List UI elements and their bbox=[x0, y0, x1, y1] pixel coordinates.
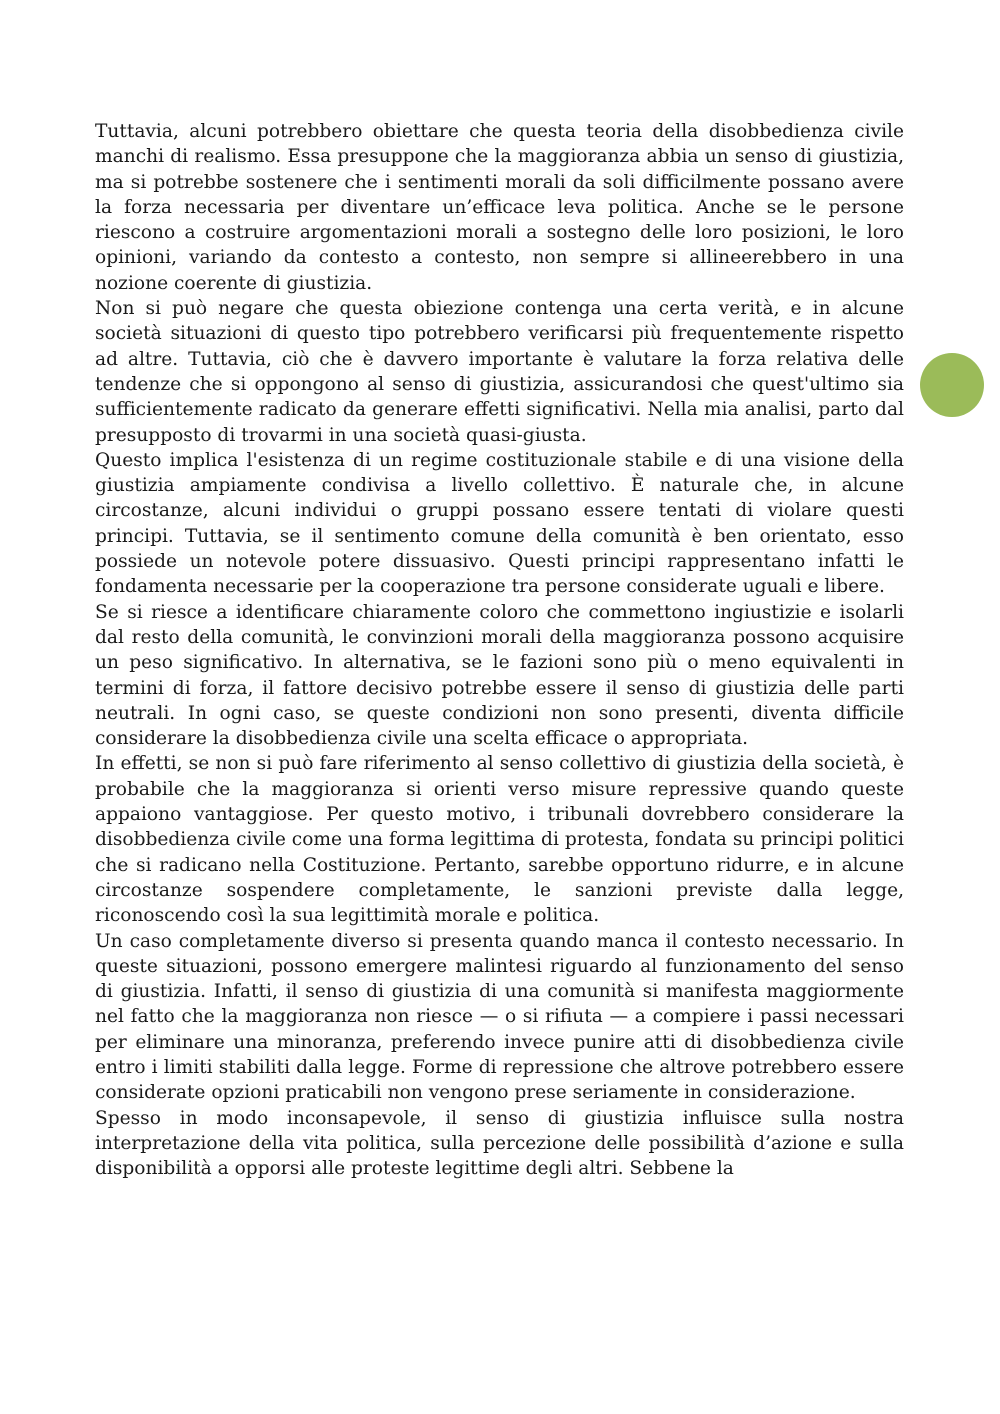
paragraph-4: Se si riesce a identificare chiaramente coloro che commettono ingiustizie e isolarli dal resto della comunità, le convinzioni morali della maggioranza possono acquisire un peso significativo. In alternativa, se le fazioni sono più o meno equivalenti in termini di forza, il fattore decisivo potrebbe essere il senso di giustizia delle parti neutrali. In ogni caso, se queste condizioni non sono presenti, diventa difficile considerare la disobbedienza civile una scelta efficace o appropriata. bbox=[95, 601, 904, 750]
paragraph-7: Spesso in modo inconsapevole, il senso di giustizia influisce sulla nostra interpretazione della vita politica, sulla percezione delle possibilità d’azione e sulla disponibilità a opporsi alle proteste legittime degli altri. Sebbene la bbox=[95, 1107, 904, 1180]
paragraph-2: Non si può negare che questa obiezione contenga una certa verità, e in alcune società situazioni di questo tipo potrebbero verificarsi più frequentemente rispetto ad altre. Tuttavia, ciò che è davvero importante è valutare la forza relativa delle tendenze che si oppongono al senso di giustizia, assicurandosi che quest'ultimo sia sufficientemente radicato da generare effetti significativi. Nella mia analisi, parto dal presupposto di trovarmi in una società quasi-giusta. bbox=[95, 298, 904, 446]
paragraph-3: Questo implica l'esistenza di un regime costituzionale stabile e di una visione della giustizia ampiamente condivisa a livello collettivo. È naturale che, in alcune circostanze, alcuni individui o gruppi possano essere tentati di violare questi principi. Tuttavia, se il sentimento comune della comunità è ben orientato, esso possiede un notevole potere dissuasivo. Questi principi rappresentano infatti le fondamenta necessarie per la cooperazione tra persone considerate uguali e libere. bbox=[95, 449, 904, 598]
body-text bbox=[95, 119, 904, 1181]
paragraph-6: Un caso completamente diverso si presenta quando manca il contesto necessario. In queste situazioni, possono emergere malintesi riguardo al funzionamento del senso di giustizia. Infatti, il senso di giustizia di una comunità si manifesta maggiormente nel fatto che la maggioranza non riesce — o si rifiuta — a compiere i passi necessari per eliminare una minoranza, preferendo invece punire atti di disobbedienza civile entro i limiti stabiliti dalla legge. Forme di repressione che altrove potrebbero essere considerate opzioni praticabili non vengono prese seriamente in considerazione. bbox=[95, 930, 904, 1104]
paragraph-1: Tuttavia, alcuni potrebbero obiettare che questa teoria della disobbedienza civile manchi di realismo. Essa presuppone che la maggioranza abbia un senso di giustizia, ma si potrebbe sostenere che i sentimenti morali da soli difficilmente possano avere la forza necessaria per diventare un’efficace leva politica. Anche se le persone riescono a costruire argomentazioni morali a sostegno delle loro posizioni, le loro opinioni, variando da contesto a contesto, non sempre si allineerebbero in una nozione coerente di giustizia. bbox=[95, 121, 904, 294]
green-circle-marker bbox=[920, 353, 984, 417]
paragraph-5: In effetti, se non si può fare riferimento al senso collettivo di giustizia della società, è probabile che la maggioranza si orienti verso misure repressive quando queste appaiono vantaggiose. Per questo motivo, i tribunali dovrebbero considerare la disobbedienza civile come una forma legittima di protesta, fondata su principi politici che si radicano nella Costituzione. Pertanto, sarebbe opportuno ridurre, e in alcune circostanze sospendere completamente, le sanzioni previste dalla legge, riconoscendo così la sua legittimità morale e politica. bbox=[95, 753, 904, 927]
